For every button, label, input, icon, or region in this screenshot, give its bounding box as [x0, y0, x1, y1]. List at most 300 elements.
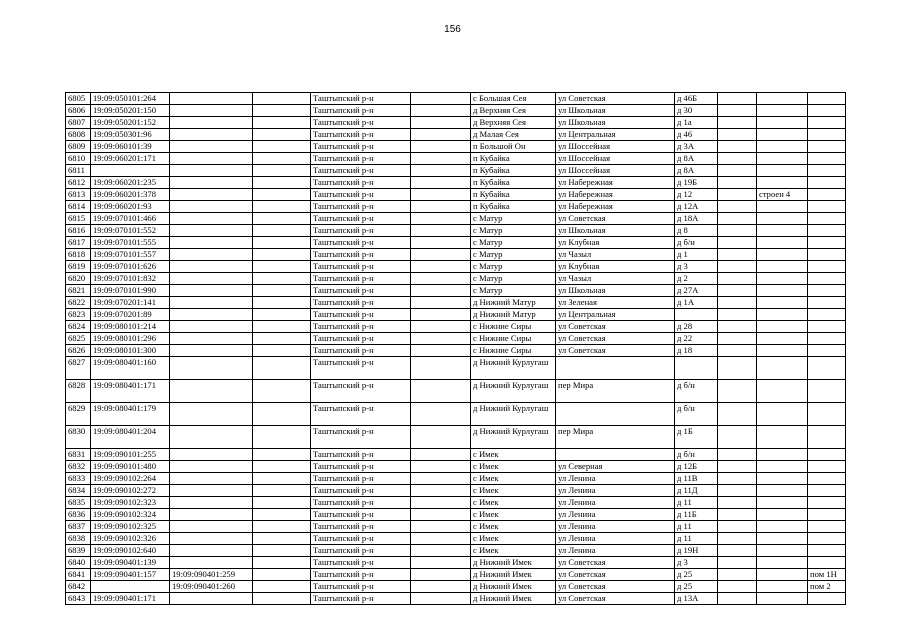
cell-building — [757, 285, 808, 297]
cell-blank-column — [411, 569, 471, 581]
cell-premises — [808, 225, 846, 237]
cell-blank-column — [411, 557, 471, 569]
cell-district: Таштыпский р-н — [311, 593, 411, 605]
cell-row-number: 6806 — [66, 105, 91, 117]
cell-extra-column — [253, 497, 311, 509]
cell-house: д 18А — [675, 213, 718, 225]
cell-settlement: д Верхняя Сея — [471, 117, 556, 129]
registry-body — [66, 93, 846, 605]
cell-building — [757, 237, 808, 249]
cell-premises — [808, 141, 846, 153]
cell-blank-column-2 — [718, 273, 757, 285]
cell-house: д 46Б — [675, 93, 718, 105]
cell-settlement: с Имек — [471, 497, 556, 509]
cell-building — [757, 380, 808, 403]
cell-street: пер Мира — [556, 380, 675, 403]
cell-cadastral-number: 19:09:060101:39 — [91, 141, 170, 153]
cell-street: ул Ленина — [556, 473, 675, 485]
cell-premises — [808, 593, 846, 605]
table-row — [66, 189, 846, 201]
cell-cadastral-number: 19:09:080401:204 — [91, 426, 170, 449]
cell-street: ул Ленина — [556, 521, 675, 533]
cell-linked-cadastral-number — [170, 225, 253, 237]
cell-blank-column — [411, 93, 471, 105]
cell-house: д 3 — [675, 557, 718, 569]
cell-house: д 13А — [675, 593, 718, 605]
cell-extra-column — [253, 357, 311, 380]
table-row — [66, 249, 846, 261]
cell-district: Таштыпский р-н — [311, 249, 411, 261]
cell-blank-column-2 — [718, 473, 757, 485]
cell-linked-cadastral-number — [170, 297, 253, 309]
cell-extra-column — [253, 201, 311, 213]
cell-house: д 12Б — [675, 461, 718, 473]
cell-linked-cadastral-number: 19:09:090401:259 — [170, 569, 253, 581]
cell-settlement: д Нижний Имек — [471, 569, 556, 581]
cell-blank-column — [411, 581, 471, 593]
table-row — [66, 426, 846, 449]
cell-blank-column — [411, 473, 471, 485]
cell-street: ул Советская — [556, 593, 675, 605]
cell-cadastral-number — [91, 581, 170, 593]
cell-street: ул Советская — [556, 93, 675, 105]
page-number: 156 — [444, 24, 461, 35]
cell-blank-column-2 — [718, 237, 757, 249]
cell-extra-column — [253, 473, 311, 485]
cell-building — [757, 593, 808, 605]
cell-settlement: с Матур — [471, 249, 556, 261]
cell-row-number: 6805 — [66, 93, 91, 105]
cell-street: ул Советская — [556, 333, 675, 345]
cell-premises — [808, 177, 846, 189]
cell-premises — [808, 213, 846, 225]
cell-street: ул Зеленая — [556, 297, 675, 309]
cell-cadastral-number: 19:09:070101:832 — [91, 273, 170, 285]
cell-building — [757, 403, 808, 426]
cell-district: Таштыпский р-н — [311, 93, 411, 105]
cell-linked-cadastral-number — [170, 461, 253, 473]
table-row — [66, 273, 846, 285]
cell-building: строен 4 — [757, 189, 808, 201]
cell-row-number: 6807 — [66, 117, 91, 129]
cell-blank-column-2 — [718, 225, 757, 237]
cell-blank-column — [411, 189, 471, 201]
cell-cadastral-number: 19:09:070101:466 — [91, 213, 170, 225]
cell-settlement: д Нижний Имек — [471, 557, 556, 569]
cell-row-number: 6832 — [66, 461, 91, 473]
cell-cadastral-number: 19:09:070101:626 — [91, 261, 170, 273]
cell-row-number: 6816 — [66, 225, 91, 237]
cell-blank-column-2 — [718, 309, 757, 321]
cell-premises — [808, 189, 846, 201]
cell-blank-column — [411, 225, 471, 237]
cell-blank-column-2 — [718, 545, 757, 557]
cell-blank-column — [411, 521, 471, 533]
cell-building — [757, 557, 808, 569]
cell-street: ул Ленина — [556, 545, 675, 557]
cell-blank-column-2 — [718, 380, 757, 403]
cell-premises — [808, 461, 846, 473]
cell-cadastral-number: 19:09:050201:152 — [91, 117, 170, 129]
cell-extra-column — [253, 105, 311, 117]
cell-district: Таштыпский р-н — [311, 333, 411, 345]
cell-house: д 12 — [675, 189, 718, 201]
cell-district: Таштыпский р-н — [311, 237, 411, 249]
cell-district: Таштыпский р-н — [311, 569, 411, 581]
cell-settlement: с Имек — [471, 461, 556, 473]
cell-linked-cadastral-number — [170, 105, 253, 117]
cell-cadastral-number: 19:09:060201:235 — [91, 177, 170, 189]
cell-settlement: с Имек — [471, 521, 556, 533]
cell-building — [757, 569, 808, 581]
cell-cadastral-number: 19:09:090102:264 — [91, 473, 170, 485]
cell-row-number: 6825 — [66, 333, 91, 345]
cell-blank-column — [411, 309, 471, 321]
cell-row-number: 6814 — [66, 201, 91, 213]
cell-linked-cadastral-number — [170, 509, 253, 521]
cell-building — [757, 165, 808, 177]
cell-premises — [808, 165, 846, 177]
cell-premises — [808, 309, 846, 321]
cell-district: Таштыпский р-н — [311, 461, 411, 473]
table-row — [66, 117, 846, 129]
cell-house: д 46 — [675, 129, 718, 141]
cell-extra-column — [253, 153, 311, 165]
cell-row-number: 6810 — [66, 153, 91, 165]
cell-cadastral-number: 19:09:090401:157 — [91, 569, 170, 581]
cell-row-number: 6840 — [66, 557, 91, 569]
cell-extra-column — [253, 285, 311, 297]
table-row — [66, 461, 846, 473]
cell-street: ул Набережная — [556, 189, 675, 201]
cell-settlement: п Кубайка — [471, 165, 556, 177]
cell-settlement: д Нижний Имек — [471, 593, 556, 605]
cell-row-number: 6841 — [66, 569, 91, 581]
cell-settlement: с Нижние Сиры — [471, 333, 556, 345]
cell-row-number: 6827 — [66, 357, 91, 380]
cell-row-number: 6812 — [66, 177, 91, 189]
cell-street: ул Школьная — [556, 105, 675, 117]
cell-extra-column — [253, 141, 311, 153]
cell-premises — [808, 285, 846, 297]
cell-blank-column-2 — [718, 177, 757, 189]
cell-street: ул Набережная — [556, 177, 675, 189]
cell-extra-column — [253, 403, 311, 426]
cell-district: Таштыпский р-н — [311, 449, 411, 461]
table-row — [66, 569, 846, 581]
cell-extra-column — [253, 165, 311, 177]
cell-building — [757, 545, 808, 557]
cell-linked-cadastral-number — [170, 285, 253, 297]
cell-blank-column — [411, 141, 471, 153]
cell-linked-cadastral-number — [170, 213, 253, 225]
cell-premises: пом 1Н — [808, 569, 846, 581]
cell-street: ул Школьная — [556, 285, 675, 297]
cell-street: ул Клубная — [556, 237, 675, 249]
cell-row-number: 6808 — [66, 129, 91, 141]
cell-district: Таштыпский р-н — [311, 153, 411, 165]
cell-settlement: д Нижний Курлугаш — [471, 357, 556, 380]
cell-building — [757, 497, 808, 509]
cell-house: д 1Б — [675, 426, 718, 449]
cell-premises — [808, 521, 846, 533]
cell-premises — [808, 497, 846, 509]
cell-blank-column — [411, 509, 471, 521]
cell-premises — [808, 403, 846, 426]
cell-house: д 25 — [675, 569, 718, 581]
cell-blank-column — [411, 545, 471, 557]
cell-street: ул Советская — [556, 581, 675, 593]
cell-blank-column — [411, 297, 471, 309]
cell-linked-cadastral-number — [170, 357, 253, 380]
cell-settlement: с Матур — [471, 213, 556, 225]
cell-settlement: д Нижний Матур — [471, 309, 556, 321]
cell-row-number: 6824 — [66, 321, 91, 333]
cell-premises — [808, 557, 846, 569]
cell-street: ул Северная — [556, 461, 675, 473]
cell-district: Таштыпский р-н — [311, 509, 411, 521]
cell-cadastral-number: 19:09:090102:640 — [91, 545, 170, 557]
cell-premises — [808, 426, 846, 449]
cell-district: Таштыпский р-н — [311, 297, 411, 309]
cell-settlement: с Нижние Сиры — [471, 345, 556, 357]
cell-linked-cadastral-number — [170, 117, 253, 129]
cell-blank-column — [411, 129, 471, 141]
cell-blank-column-2 — [718, 105, 757, 117]
cell-district: Таштыпский р-н — [311, 129, 411, 141]
cell-cadastral-number: 19:09:050101:264 — [91, 93, 170, 105]
cell-cadastral-number: 19:09:090401:139 — [91, 557, 170, 569]
cell-extra-column — [253, 426, 311, 449]
cell-premises — [808, 105, 846, 117]
table-row — [66, 333, 846, 345]
cell-linked-cadastral-number — [170, 485, 253, 497]
table-row — [66, 165, 846, 177]
cell-blank-column-2 — [718, 249, 757, 261]
cell-blank-column — [411, 403, 471, 426]
table-row — [66, 141, 846, 153]
table-row — [66, 297, 846, 309]
cell-settlement: п Большой Он — [471, 141, 556, 153]
cell-blank-column-2 — [718, 345, 757, 357]
cell-extra-column — [253, 485, 311, 497]
cell-blank-column-2 — [718, 213, 757, 225]
cell-linked-cadastral-number — [170, 177, 253, 189]
cell-street: ул Шоссейная — [556, 153, 675, 165]
cell-settlement: с Имек — [471, 509, 556, 521]
table-row — [66, 557, 846, 569]
cell-cadastral-number: 19:09:080101:214 — [91, 321, 170, 333]
cell-linked-cadastral-number — [170, 321, 253, 333]
cell-extra-column — [253, 309, 311, 321]
cell-extra-column — [253, 593, 311, 605]
cell-blank-column-2 — [718, 141, 757, 153]
cell-extra-column — [253, 261, 311, 273]
cell-premises — [808, 249, 846, 261]
cell-linked-cadastral-number — [170, 473, 253, 485]
cell-street: ул Ленина — [556, 485, 675, 497]
cell-extra-column — [253, 509, 311, 521]
cell-street: пер Мира — [556, 426, 675, 449]
cell-linked-cadastral-number — [170, 449, 253, 461]
cell-settlement: с Матур — [471, 225, 556, 237]
cell-premises — [808, 485, 846, 497]
cell-district: Таштыпский р-н — [311, 105, 411, 117]
cell-street — [556, 403, 675, 426]
cell-district: Таштыпский р-н — [311, 165, 411, 177]
cell-blank-column-2 — [718, 117, 757, 129]
cell-blank-column-2 — [718, 93, 757, 105]
cell-linked-cadastral-number — [170, 273, 253, 285]
cell-street: ул Советская — [556, 321, 675, 333]
cell-row-number: 6809 — [66, 141, 91, 153]
cell-district: Таштыпский р-н — [311, 497, 411, 509]
cell-linked-cadastral-number — [170, 261, 253, 273]
cell-district: Таштыпский р-н — [311, 189, 411, 201]
cell-row-number: 6811 — [66, 165, 91, 177]
cell-house: д 2 — [675, 273, 718, 285]
cell-cadastral-number: 19:09:090102:325 — [91, 521, 170, 533]
cell-blank-column — [411, 449, 471, 461]
cell-premises: пом 2 — [808, 581, 846, 593]
cell-cadastral-number: 19:09:080401:171 — [91, 380, 170, 403]
cell-street: ул Советская — [556, 569, 675, 581]
cell-district: Таштыпский р-н — [311, 581, 411, 593]
cell-extra-column — [253, 189, 311, 201]
cell-row-number: 6831 — [66, 449, 91, 461]
table-row — [66, 521, 846, 533]
table-row — [66, 237, 846, 249]
cell-settlement: с Имек — [471, 485, 556, 497]
cell-blank-column-2 — [718, 509, 757, 521]
cell-blank-column — [411, 345, 471, 357]
cell-street: ул Ленина — [556, 509, 675, 521]
cell-cadastral-number: 19:09:090101:255 — [91, 449, 170, 461]
cell-extra-column — [253, 345, 311, 357]
cell-building — [757, 153, 808, 165]
cell-blank-column-2 — [718, 321, 757, 333]
cell-blank-column-2 — [718, 333, 757, 345]
cell-premises — [808, 333, 846, 345]
table-row — [66, 509, 846, 521]
table-row — [66, 533, 846, 545]
cell-house: д 19Н — [675, 545, 718, 557]
cell-blank-column-2 — [718, 521, 757, 533]
cell-district: Таштыпский р-н — [311, 309, 411, 321]
cell-cadastral-number: 19:09:090102:323 — [91, 497, 170, 509]
cell-premises — [808, 509, 846, 521]
cell-house: д 3 — [675, 261, 718, 273]
cell-premises — [808, 449, 846, 461]
cell-building — [757, 213, 808, 225]
cell-cadastral-number: 19:09:060201:378 — [91, 189, 170, 201]
cell-district: Таштыпский р-н — [311, 201, 411, 213]
cell-linked-cadastral-number — [170, 497, 253, 509]
cell-house: д 11В — [675, 473, 718, 485]
cell-building — [757, 129, 808, 141]
cell-premises — [808, 261, 846, 273]
cell-blank-column-2 — [718, 403, 757, 426]
cell-house: д 11 — [675, 497, 718, 509]
table-row — [66, 105, 846, 117]
cell-linked-cadastral-number — [170, 557, 253, 569]
cell-building — [757, 333, 808, 345]
cell-house: д 11 — [675, 521, 718, 533]
cell-district: Таштыпский р-н — [311, 273, 411, 285]
cell-house: д б/н — [675, 380, 718, 403]
cell-blank-column — [411, 153, 471, 165]
table-row — [66, 225, 846, 237]
table-row — [66, 177, 846, 189]
cell-house: д 22 — [675, 333, 718, 345]
table-row — [66, 581, 846, 593]
cell-house: д 30 — [675, 105, 718, 117]
cell-street: ул Советская — [556, 213, 675, 225]
cell-cadastral-number: 19:09:080401:179 — [91, 403, 170, 426]
cell-district: Таштыпский р-н — [311, 557, 411, 569]
cell-blank-column — [411, 165, 471, 177]
cell-street: ул Клубная — [556, 261, 675, 273]
table-row — [66, 129, 846, 141]
table-row — [66, 403, 846, 426]
cell-settlement: с Матур — [471, 237, 556, 249]
cell-extra-column — [253, 557, 311, 569]
cell-linked-cadastral-number — [170, 141, 253, 153]
cell-building — [757, 461, 808, 473]
table-row — [66, 485, 846, 497]
cell-street: ул Советская — [556, 557, 675, 569]
cell-linked-cadastral-number — [170, 426, 253, 449]
cell-row-number: 6835 — [66, 497, 91, 509]
cell-premises — [808, 237, 846, 249]
cell-house: д 18 — [675, 345, 718, 357]
cell-linked-cadastral-number — [170, 521, 253, 533]
cell-premises — [808, 153, 846, 165]
cell-blank-column-2 — [718, 165, 757, 177]
cell-blank-column — [411, 321, 471, 333]
cell-building — [757, 105, 808, 117]
cell-district: Таштыпский р-н — [311, 141, 411, 153]
cell-extra-column — [253, 213, 311, 225]
cell-street: ул Чазыл — [556, 273, 675, 285]
cell-premises — [808, 345, 846, 357]
table-row — [66, 380, 846, 403]
cell-linked-cadastral-number — [170, 333, 253, 345]
cell-linked-cadastral-number — [170, 545, 253, 557]
cell-blank-column-2 — [718, 485, 757, 497]
cell-row-number: 6838 — [66, 533, 91, 545]
cell-settlement: д Нижний Курлугаш — [471, 380, 556, 403]
cell-cadastral-number: 19:09:050201:150 — [91, 105, 170, 117]
cell-extra-column — [253, 533, 311, 545]
cell-cadastral-number: 19:09:070101:990 — [91, 285, 170, 297]
cell-blank-column-2 — [718, 297, 757, 309]
cell-house: д б/н — [675, 449, 718, 461]
cell-extra-column — [253, 521, 311, 533]
cell-district: Таштыпский р-н — [311, 177, 411, 189]
cell-row-number: 6815 — [66, 213, 91, 225]
cell-row-number: 6822 — [66, 297, 91, 309]
cell-settlement: с Имек — [471, 449, 556, 461]
cell-house: д 11Д — [675, 485, 718, 497]
cell-row-number: 6836 — [66, 509, 91, 521]
cell-linked-cadastral-number — [170, 309, 253, 321]
cell-premises — [808, 273, 846, 285]
cell-premises — [808, 380, 846, 403]
cell-extra-column — [253, 93, 311, 105]
cell-cadastral-number: 19:09:090102:324 — [91, 509, 170, 521]
cell-cadastral-number: 19:09:090102:272 — [91, 485, 170, 497]
